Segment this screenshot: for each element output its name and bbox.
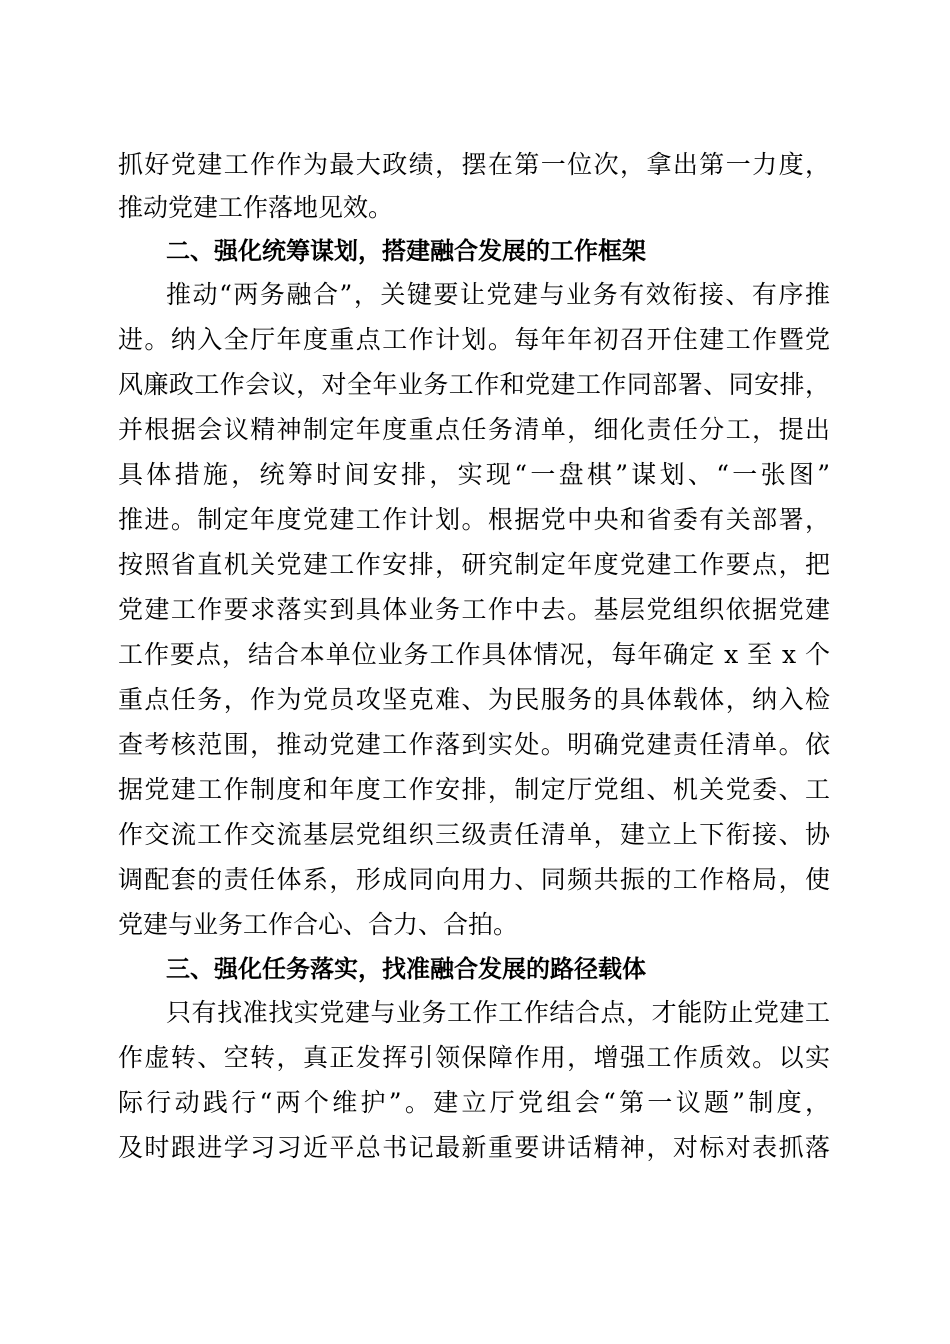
paragraph-line: 并根据会议精神制定年度重点任务清单，细化责任分工，提出 (118, 415, 830, 444)
paragraph-line: 作虚转、空转，真正发挥引领保障作用，增强工作质效。以实 (118, 1043, 830, 1072)
paragraph-line: 推进。制定年度党建工作计划。根据党中央和省委有关部署， (118, 505, 830, 534)
paragraph-line: 际行动践行“两个维护”。建立厅党组会“第一议题”制度， (118, 1088, 830, 1117)
paragraph-line: 进。纳入全厅年度重点工作计划。每年年初召开住建工作暨党 (118, 325, 830, 354)
paragraph-line: 及时跟进学习习近平总书记最新重要讲话精神，对标对表抓落 (118, 1133, 830, 1162)
paragraph-line: 推动党建工作落地见效。 (118, 193, 394, 222)
paragraph-line: 按照省直机关党建工作安排，研究制定年度党建工作要点，把 (118, 550, 830, 579)
section-heading-3: 三、强化任务落实，找准融合发展的路径载体 (166, 955, 646, 983)
paragraph-line: 党建与业务工作合心、合力、合拍。 (118, 910, 519, 939)
paragraph-line: 据党建工作制度和年度工作安排，制定厅党组、机关党委、工 (118, 775, 830, 804)
paragraph-line: 推动“两务融合”，关键要让党建与业务有效衔接、有序推 (166, 280, 830, 309)
paragraph-line: 作交流工作交流基层党组织三级责任清单，建立上下衔接、协 (118, 820, 830, 849)
paragraph-line: 党建工作要求落实到具体业务工作中去。基层党组织依据党建 (118, 595, 830, 624)
paragraph-line: 具体措施，统筹时间安排，实现“一盘棋”谋划、“一张图” (118, 460, 830, 489)
paragraph-line: 只有找准找实党建与业务工作工作结合点，才能防止党建工 (166, 998, 830, 1027)
paragraph-line: 重点任务，作为党员攻坚克难、为民服务的具体载体，纳入检 (118, 685, 830, 714)
paragraph-line: 工作要点，结合本单位业务工作具体情况，每年确定 x 至 x 个 (118, 640, 830, 669)
paragraph-line: 风廉政工作会议，对全年业务工作和党建工作同部署、同安排， (118, 370, 830, 399)
paragraph-line: 调配套的责任体系，形成同向用力、同频共振的工作格局，使 (118, 865, 830, 894)
paragraph-line: 查考核范围，推动党建工作落到实处。明确党建责任清单。依 (118, 730, 830, 759)
section-heading-2: 二、强化统筹谋划，搭建融合发展的工作框架 (166, 237, 646, 265)
paragraph-line: 抓好党建工作作为最大政绩，摆在第一位次，拿出第一力度， (118, 150, 830, 179)
